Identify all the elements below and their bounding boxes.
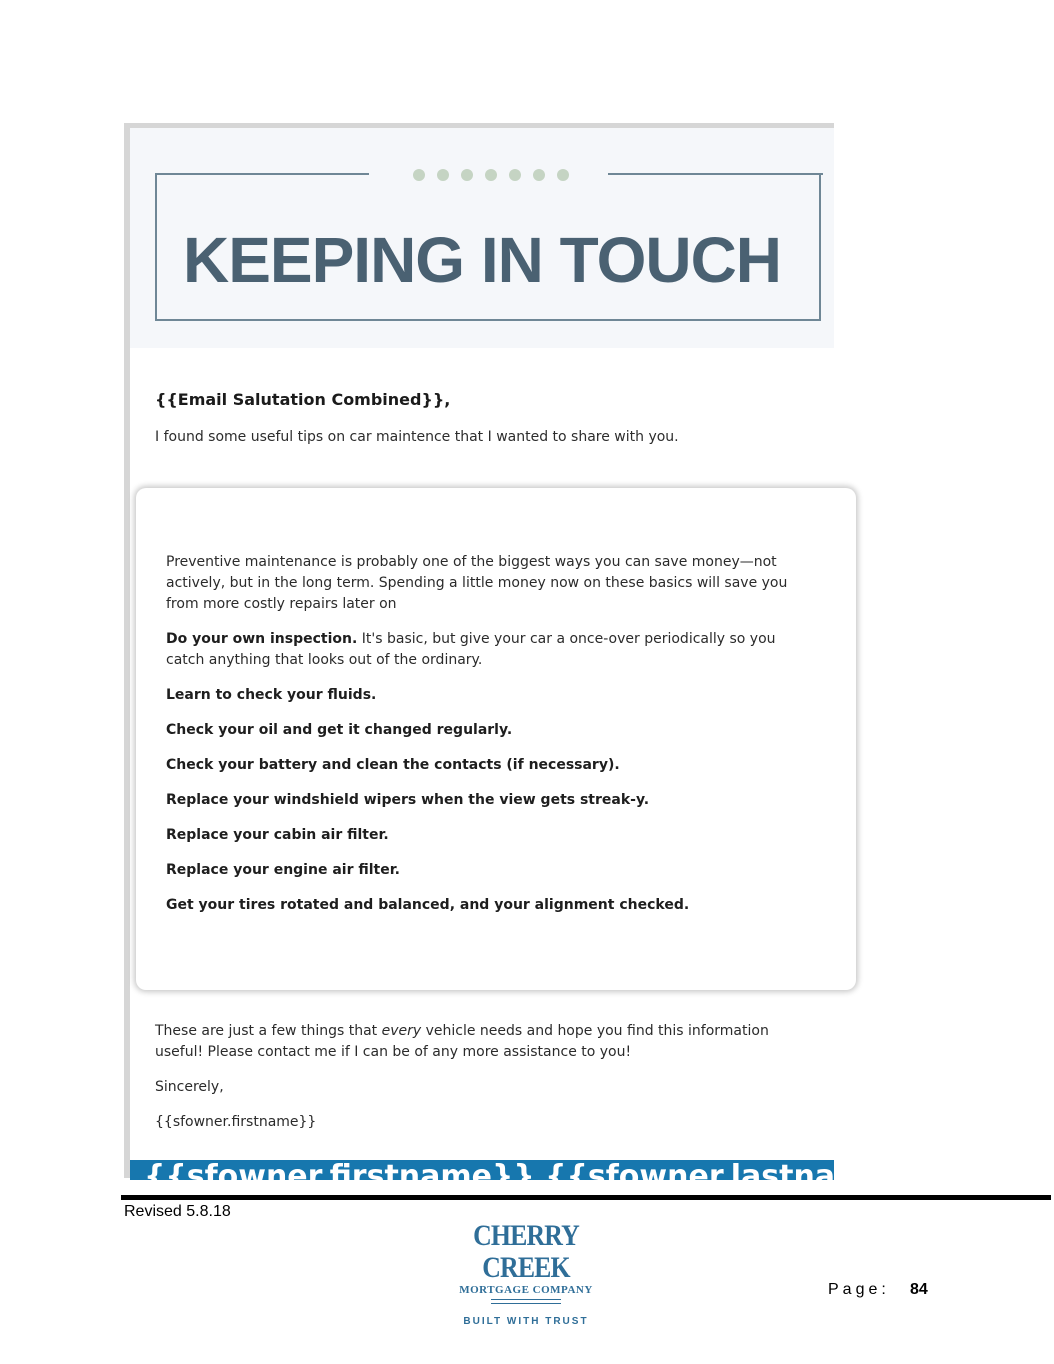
dot-icon — [437, 169, 449, 181]
card-intro-paragraph: Preventive maintenance is probably one of the biggest ways you can save money—not actively, but in the long term. Spending a little money now on these basics will save you from more costly repairs later on — [166, 554, 788, 612]
page-label: Page: — [828, 1281, 890, 1298]
banner-frame-top-right — [608, 173, 823, 175]
dot-icon — [509, 169, 521, 181]
decorative-dots — [413, 169, 569, 181]
inspection-paragraph — [166, 629, 806, 671]
footer-bar-text: {{sfowner.firstname}} {{sfowner.lastname}} — [144, 1159, 930, 1194]
banner-frame-top-left — [155, 173, 369, 175]
banner — [130, 128, 834, 348]
tip-item: Check your battery and clean the contacts (if necessary). — [166, 757, 620, 773]
tip-item: Learn to check your fluids. — [166, 687, 377, 703]
closing-paragraph — [155, 1021, 815, 1063]
signature: {{sfowner.firstname}} — [155, 1114, 317, 1130]
revised-date: Revised 5.8.18 — [124, 1203, 231, 1220]
closing-text-end: vehicle needs and hope you find this information useful! Please contact me if I can be of any more assistance to you! — [155, 1023, 769, 1060]
logo-subtitle: MORTGAGE COMPANY — [459, 1284, 593, 1296]
logo-tagline: BUILT WITH TRUST — [463, 1316, 589, 1327]
page-footer-rule — [121, 1195, 1051, 1200]
email-screenshot — [124, 123, 930, 1194]
closing-text-start: These are just a few things that — [155, 1023, 382, 1039]
tip-item: Get your tires rotated and balanced, and your alignment checked. — [166, 897, 690, 913]
company-logo — [440, 1220, 612, 1327]
salutation: {{Email Salutation Combined}}, — [155, 390, 451, 409]
inspection-text: It's basic, but give your car a once-over periodically so you catch anything that looks out of the ordinary. — [166, 631, 776, 668]
intro-text: I found some useful tips on car maintence that I wanted to share with you. — [155, 429, 679, 445]
tip-item: Replace your cabin air filter. — [166, 827, 389, 843]
dot-icon — [557, 169, 569, 181]
signoff: Sincerely, — [155, 1079, 224, 1095]
dot-icon — [461, 169, 473, 181]
tip-item: Replace your engine air filter. — [166, 862, 400, 878]
logo-divider — [491, 1299, 561, 1304]
closing-emphasis: every — [381, 1023, 422, 1039]
tip-item: Replace your windshield wipers when the view gets streak-y. — [166, 792, 650, 808]
banner-title: KEEPING IN TOUCH — [183, 224, 781, 296]
page-number: 84 — [910, 1281, 928, 1298]
tips-card-content — [166, 552, 806, 930]
tips-card — [136, 488, 856, 990]
inspection-heading: Do your own inspection. — [166, 631, 358, 647]
dot-icon — [533, 169, 545, 181]
logo-name: CHERRY CREEK — [473, 1219, 579, 1284]
dot-icon — [485, 169, 497, 181]
tip-item: Check your oil and get it changed regularly. — [166, 722, 513, 738]
dot-icon — [413, 169, 425, 181]
email-footer-bar — [130, 1159, 930, 1194]
closing-section — [155, 1021, 815, 1147]
